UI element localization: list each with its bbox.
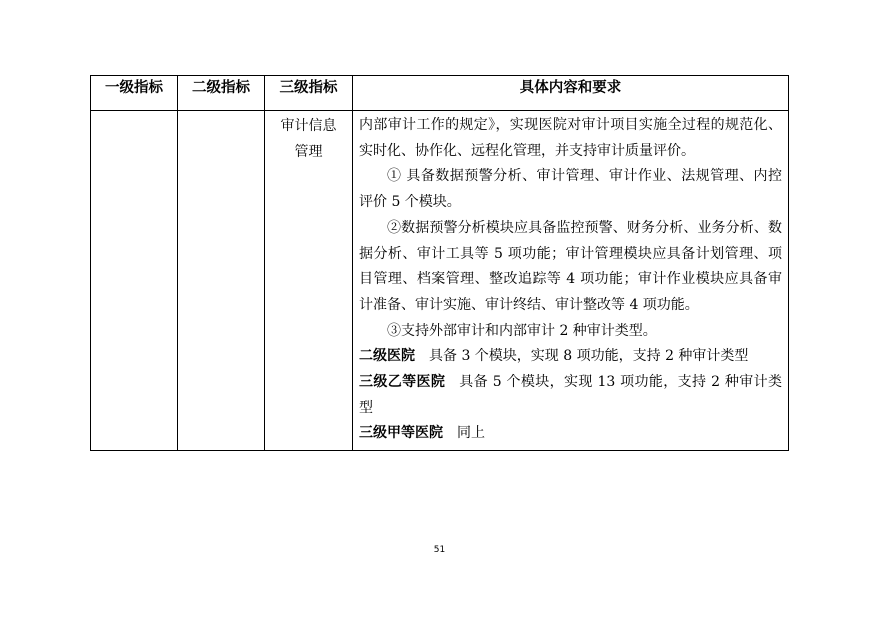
header-level2: 二级指标 <box>178 76 265 111</box>
level3-line: 审计信息 <box>280 118 337 134</box>
page-number: 51 <box>433 545 446 555</box>
content-paragraph: ③支持外部审计和内部审计 2 种审计类型。 <box>387 322 657 339</box>
level3-line: 管理 <box>294 144 323 160</box>
cell-level3 <box>265 111 353 451</box>
content-paragraph: ②数据预警分析模块应具备监控预警、财务分析、业务分析、数据分析、审计工具等 5 项功能；审计管理模块应具备计划管理、项目管理、档案管理、整改追踪等 4 项功能；审计作业模块应具备审计准备、审计实施、审计终结、审计整改等 4 项功能。 <box>359 219 782 313</box>
level-label: 二级医院 <box>359 348 415 365</box>
requirements-table <box>90 75 789 451</box>
cell-content <box>353 111 789 451</box>
level-text: 具备 5 个模块，实现 13 项功能，支持 2 种审计类型 <box>359 374 782 416</box>
level-label: 三级甲等医院 <box>359 425 443 442</box>
header-row <box>91 76 789 111</box>
cell-level1 <box>91 111 178 451</box>
level-label: 三级乙等医院 <box>359 374 446 391</box>
header-level1: 一级指标 <box>91 76 178 111</box>
content-paragraph: ① 具备数据预警分析、审计管理、审计作业、法规管理、内控评价 5 个模块。 <box>359 168 782 211</box>
level-requirement <box>359 344 782 370</box>
level-requirement <box>359 421 782 447</box>
header-level3: 三级指标 <box>265 76 353 111</box>
cell-level2 <box>178 111 265 451</box>
level-text: 具备 3 个模块，实现 8 项功能，支持 2 种审计类型 <box>429 348 749 365</box>
level-requirement <box>359 370 782 421</box>
level-text: 同上 <box>457 425 485 442</box>
header-content: 具体内容和要求 <box>353 76 789 111</box>
table-row <box>91 111 789 451</box>
content-paragraph: 内部审计工作的规定》，实现医院对审计项目实施全过程的规范化、实时化、协作化、远程化管理，并支持审计质量评价。 <box>359 117 782 159</box>
